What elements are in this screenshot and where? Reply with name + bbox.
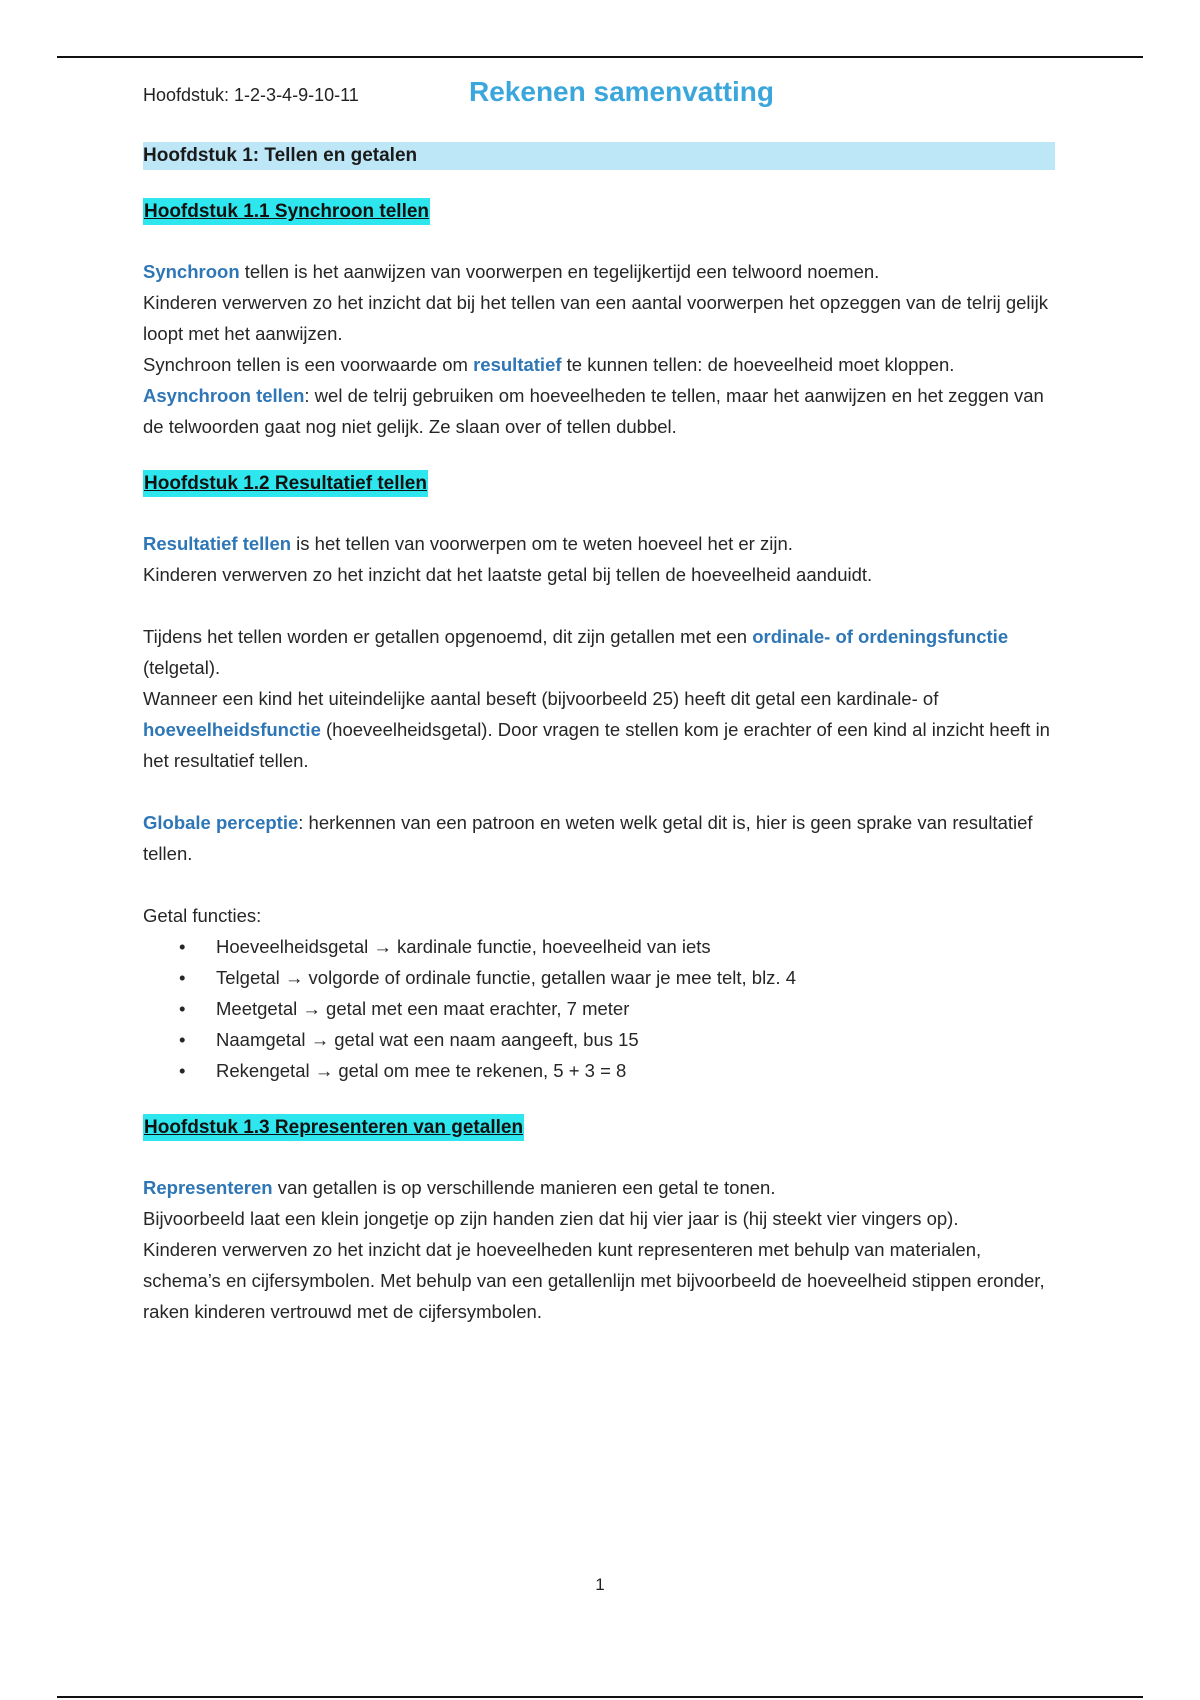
- term: Naamgetal: [216, 1029, 306, 1050]
- text: Wanneer een kind het uiteindelijke aantal beseft (bijvoorbeeld 25) heeft dit getal een kardinale- of: [143, 688, 939, 709]
- list-item: [143, 1055, 1055, 1086]
- bullet-icon: •: [179, 1060, 186, 1081]
- page-header: [143, 76, 1055, 120]
- text: te kunnen tellen: de hoeveelheid moet kloppen.: [561, 354, 955, 375]
- function-list: [143, 931, 1055, 1086]
- keyword: resultatief: [473, 354, 562, 375]
- paragraph: [143, 528, 1055, 559]
- section-heading-1-2: [143, 470, 1055, 498]
- paragraph: [143, 380, 1055, 442]
- paragraph: [143, 683, 1055, 776]
- list-item: [143, 993, 1055, 1024]
- description: volgorde of ordinale functie, getallen waar je mee telt, blz. 4: [308, 967, 796, 988]
- text: : wel de telrij gebruiken om hoeveelheden te tellen, maar het aanwijzen en het zeggen van de telwoorden gaat nog niet gelijk. Ze slaan over of tellen dubbel.: [143, 385, 1044, 437]
- paragraph: [143, 256, 1055, 287]
- page-number: 1: [595, 1575, 605, 1594]
- term: Meetgetal: [216, 998, 298, 1019]
- paragraph: [143, 621, 1055, 683]
- list-item: [143, 1024, 1055, 1055]
- arrow-right-icon: →: [302, 998, 321, 1019]
- section-1-1-body: [143, 256, 1055, 442]
- section-1-3-body: [143, 1172, 1055, 1327]
- term: Hoeveelheidsgetal: [216, 936, 369, 957]
- text: is het tellen van voorwerpen om te weten hoeveel het er zijn.: [291, 533, 793, 554]
- section-heading-1-3: [143, 1114, 1055, 1142]
- bullet-icon: •: [179, 967, 186, 988]
- keyword: Globale perceptie: [143, 812, 299, 833]
- bullet-icon: •: [179, 936, 186, 957]
- term: Rekengetal: [216, 1060, 310, 1081]
- paragraph: Kinderen verwerven zo het inzicht dat je hoeveelheden kunt representeren met behulp van materialen, schema’s en cijfersymbolen. Met behulp van een getallenlijn met bijvoorbeeld de hoeveelheid stippen eronder, raken kinderen vertrouwd met de cijfersymbolen.: [143, 1239, 1045, 1322]
- section-heading-text: Hoofdstuk 1.1 Synchroon tellen: [143, 198, 430, 225]
- term: Telgetal: [216, 967, 280, 988]
- list-item: [143, 931, 1055, 962]
- paragraph: [143, 807, 1055, 869]
- bottom-rule: [57, 1696, 1143, 1698]
- text: van getallen is op verschillende manieren een getal te tonen.: [272, 1177, 776, 1198]
- keyword: hoeveelheidsfunctie: [143, 719, 321, 740]
- description: getal wat een naam aangeeft, bus 15: [334, 1029, 639, 1050]
- description: getal met een maat erachter, 7 meter: [326, 998, 630, 1019]
- section-heading-1-1: [143, 198, 1055, 226]
- keyword: Synchroon: [143, 261, 240, 282]
- document-title: Rekenen samenvatting: [469, 76, 774, 107]
- arrow-right-icon: →: [284, 967, 304, 988]
- keyword: Asynchroon tellen: [143, 385, 305, 406]
- keyword: ordinale- of ordeningsfunctie: [752, 626, 1009, 647]
- section-heading-text: Hoofdstuk 1.2 Resultatief tellen: [143, 470, 428, 497]
- description: kardinale functie, hoeveelheid van iets: [397, 936, 711, 957]
- paragraph: [143, 1172, 1055, 1203]
- paragraph: [143, 349, 1055, 380]
- arrow-right-icon: →: [310, 1029, 330, 1050]
- document-page: [143, 76, 1055, 1327]
- top-rule: [57, 56, 1143, 58]
- chapter-heading: Hoofdstuk 1: Tellen en getalen: [143, 142, 1055, 170]
- text: (hoeveelheidsgetal). Door vragen te stellen kom je erachter of een kind al inzicht heeft in het resultatief tellen.: [143, 719, 1050, 771]
- section-1-2-body: [143, 528, 1055, 1086]
- list-item: [143, 962, 1055, 993]
- arrow-right-icon: →: [314, 1060, 334, 1081]
- text: Synchroon tellen is een voorwaarde om: [143, 354, 474, 375]
- description: getal om mee te rekenen, 5 + 3 = 8: [338, 1060, 627, 1081]
- text: (telgetal).: [143, 657, 221, 678]
- paragraph: Kinderen verwerven zo het inzicht dat bij het tellen van een aantal voorwerpen het opzeggen van de telrij gelijk loopt met het aanwijzen.: [143, 292, 1049, 344]
- paragraph: Bijvoorbeeld laat een klein jongetje op zijn handen zien dat hij vier jaar is (hij steekt vier vingers op).: [143, 1208, 959, 1229]
- section-heading-text: Hoofdstuk 1.3 Representeren van getallen: [143, 1114, 524, 1141]
- keyword: Resultatief tellen: [143, 533, 292, 554]
- paragraph: Kinderen verwerven zo het inzicht dat het laatste getal bij tellen de hoeveelheid aanduidt.: [143, 564, 873, 585]
- keyword: Representeren: [143, 1177, 273, 1198]
- text: : herkennen van een patroon en weten welk getal dit is, hier is geen sprake van resultatief tellen.: [143, 812, 1033, 864]
- chapters-label: Hoofdstuk: 1-2-3-4-9-10-11: [143, 85, 359, 105]
- text: tellen is het aanwijzen van voorwerpen en tegelijkertijd een telwoord noemen.: [239, 261, 880, 282]
- bullet-icon: •: [179, 998, 186, 1019]
- list-title: Getal functies:: [143, 905, 262, 926]
- bullet-icon: •: [179, 1029, 186, 1050]
- arrow-right-icon: →: [373, 936, 392, 957]
- text: Tijdens het tellen worden er getallen opgenoemd, dit zijn getallen met een: [143, 626, 753, 647]
